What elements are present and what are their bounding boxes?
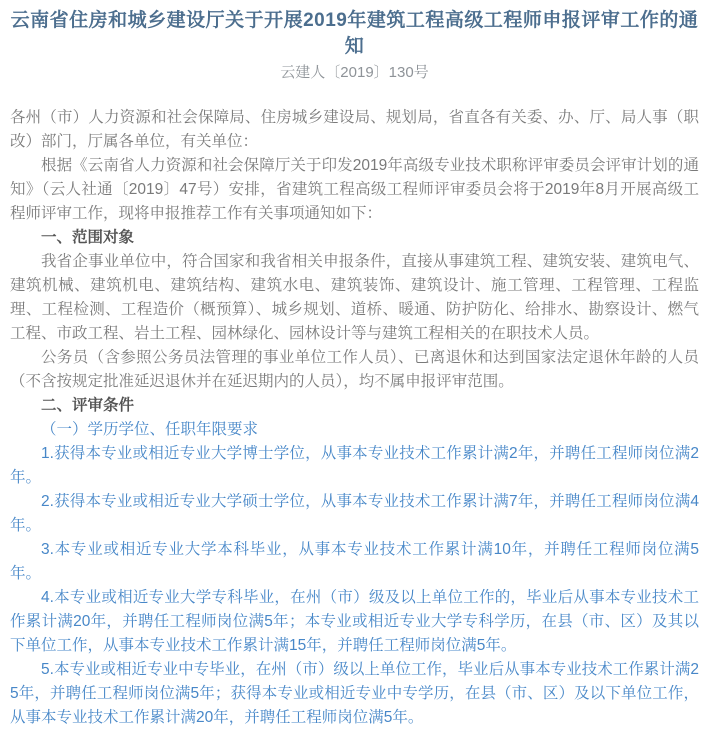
paragraph: 公务员（含参照公务员法管理的事业单位工作人员）、已离退休和达到国家法定退休年龄的人员（不含按规定批准延迟退休并在延迟期内的人员），均不属申报评审范围。: [10, 349, 699, 390]
requirement-paragraph: （一）学历学位、任职年限要求: [41, 421, 259, 438]
requirement-paragraph: 5.本专业或相近专业中专毕业，在州（市）级以上单位工作，毕业后从事本专业技术工作累计满25年，并聘任工程师岗位满5年；获得本专业或相近专业中专学历，在县（市、区）及以下单位工作，从事本专业技术工作累计满20年，并聘任工程师岗位满5年。: [10, 661, 699, 726]
document-number: 云建人〔2019〕130号: [280, 64, 429, 81]
document-body: [10, 106, 699, 730]
document-title: 云南省住房和城乡建设厅关于开展2019年建筑工程高级工程师申报评审工作的通知: [10, 10, 699, 57]
section-heading: 二、评审条件: [41, 397, 135, 414]
requirement-paragraph: 1.获得本专业或相近专业大学博士学位，从事本专业技术工作累计满2年，并聘任工程师岗位满2年。: [10, 445, 699, 486]
requirement-paragraph: 2.获得本专业或相近专业大学硕士学位，从事本专业技术工作累计满7年，并聘任工程师岗位满4年。: [10, 493, 699, 534]
section-heading: 一、范围对象: [41, 229, 135, 246]
paragraph: 我省企事业单位中，符合国家和我省相关申报条件，直接从事建筑工程、建筑安装、建筑电气、建筑机械、建筑机电、建筑结构、建筑水电、建筑装饰、建筑设计、施工管理、工程管理、工程监理、工程检测、工程造价（概预算）、城乡规划、道桥、暖通、防护防化、给排水、勘察设计、燃气工程、市政工程、岩土工程、园林绿化、园林设计等与建筑工程相关的在职技术人员。: [10, 253, 699, 342]
requirement-paragraph: 3.本专业或相近专业大学本科毕业，从事本专业技术工作累计满10年，并聘任工程师岗位满5年。: [10, 541, 699, 582]
paragraph: 根据《云南省人力资源和社会保障厅关于印发2019年高级专业技术职称评审委员会评审计划的通知》（云人社通〔2019〕47号）安排，省建筑工程高级工程师评审委员会将于2019年8月开展高级工程师评审工作，现将申报推荐工作有关事项通知如下：: [10, 157, 699, 222]
requirement-paragraph: 4.本专业或相近专业大学专科毕业，在州（市）级及以上单位工作的，毕业后从事本专业技术工作累计满20年，并聘任工程师岗位满5年；本专业或相近专业大学专科学历，在县（市、区）及其以下单位工作，从事本专业技术工作累计满15年，并聘任工程师岗位满5年。: [10, 589, 699, 654]
addressee-paragraph: 各州（市）人力资源和社会保障局、住房城乡建设局、规划局，省直各有关委、办、厅、局人事（职改）部门，厅属各单位，有关单位：: [10, 109, 699, 150]
